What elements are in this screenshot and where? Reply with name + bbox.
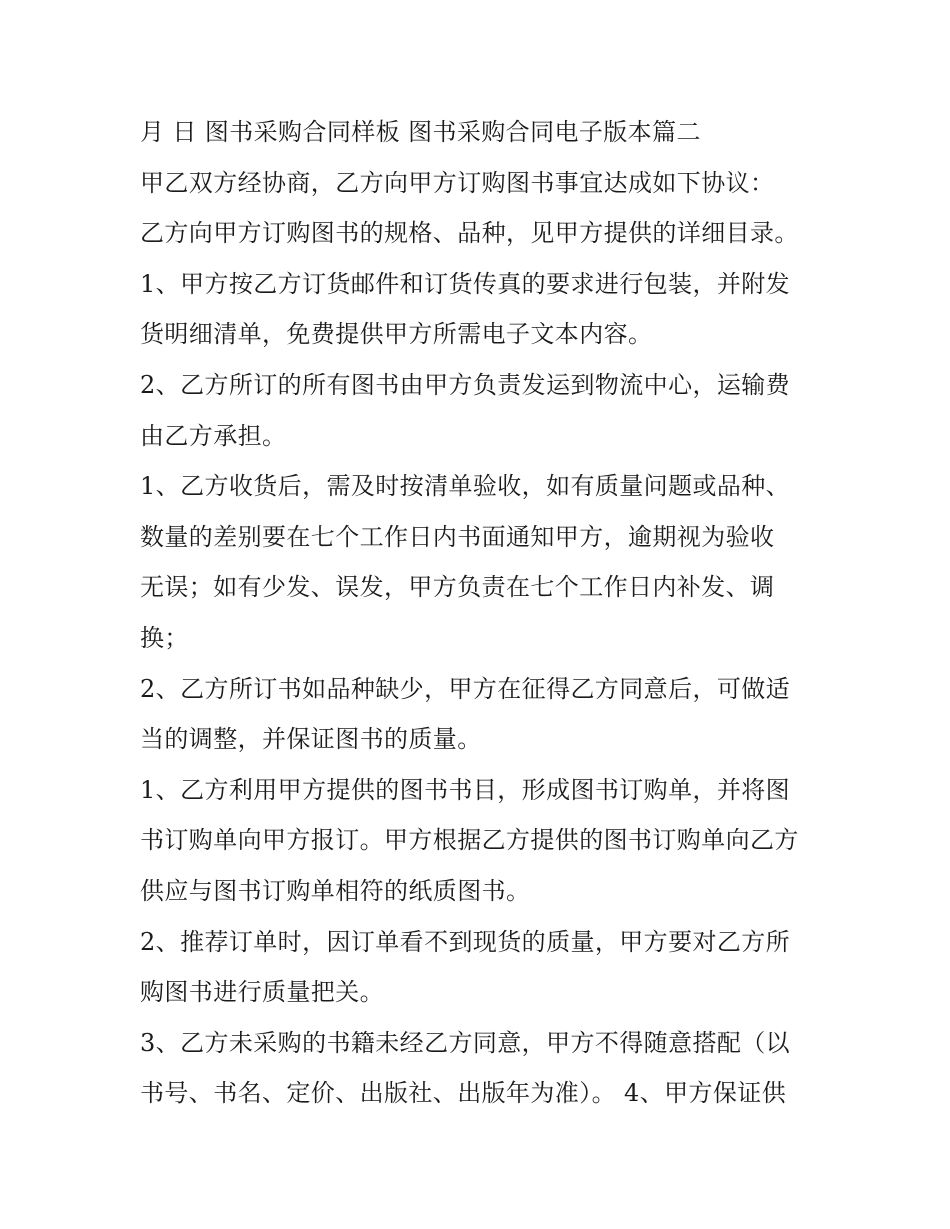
text-line: 1、甲方按乙方订货邮件和订货传真的要求进行包装，并附发 [140, 269, 791, 298]
text-line: 书号、书名、定价、出版社、出版年为准）。 4、甲方保证供 [140, 1079, 787, 1108]
text-line: 换； [140, 623, 189, 652]
text-line: 2、乙方所订的所有图书由甲方负责发运到物流中心，运输费 [140, 370, 791, 399]
text-line: 供应与图书订购单相符的纸质图书。 [140, 876, 531, 905]
text-line: 3、乙方未采购的书籍未经乙方同意，甲方不得随意搭配（以 [140, 1028, 791, 1057]
text-line: 购图书进行质量把关。 [140, 978, 384, 1007]
text-line: 数量的差别要在七个工作日内书面通知甲方，逾期视为验收 [140, 522, 775, 551]
text-line: 乙方向甲方订购图书的规格、品种，见甲方提供的详细目录。 [140, 219, 799, 248]
document-heading-line: 月 日 图书采购合同样板 图书采购合同电子版本篇二 [140, 118, 701, 146]
text-line: 无误；如有少发、误发，甲方负责在七个工作日内补发、调 [140, 573, 775, 602]
text-line: 1、乙方利用甲方提供的图书书目，形成图书订购单，并将图 [140, 775, 791, 804]
text-line: 货明细清单，免费提供甲方所需电子文本内容。 [140, 320, 653, 349]
text-line: 2、推荐订单时，因订单看不到现货的质量，甲方要对乙方所 [140, 927, 791, 956]
text-line: 2、乙方所订书如品种缺少，甲方在征得乙方同意后，可做适 [140, 674, 791, 703]
document-body [140, 107, 820, 1119]
text-line: 当的调整，并保证图书的质量。 [140, 725, 482, 754]
text-line: 书订购单向甲方报订。甲方根据乙方提供的图书订购单向乙方 [140, 826, 799, 855]
text-line: 1、乙方收货后，需及时按清单验收，如有质量问题或品种、 [140, 472, 791, 501]
text-line: 由乙方承担。 [140, 421, 287, 450]
text-line: 甲乙双方经协商，乙方向甲方订购图书事宜达成如下协议： [140, 168, 775, 197]
